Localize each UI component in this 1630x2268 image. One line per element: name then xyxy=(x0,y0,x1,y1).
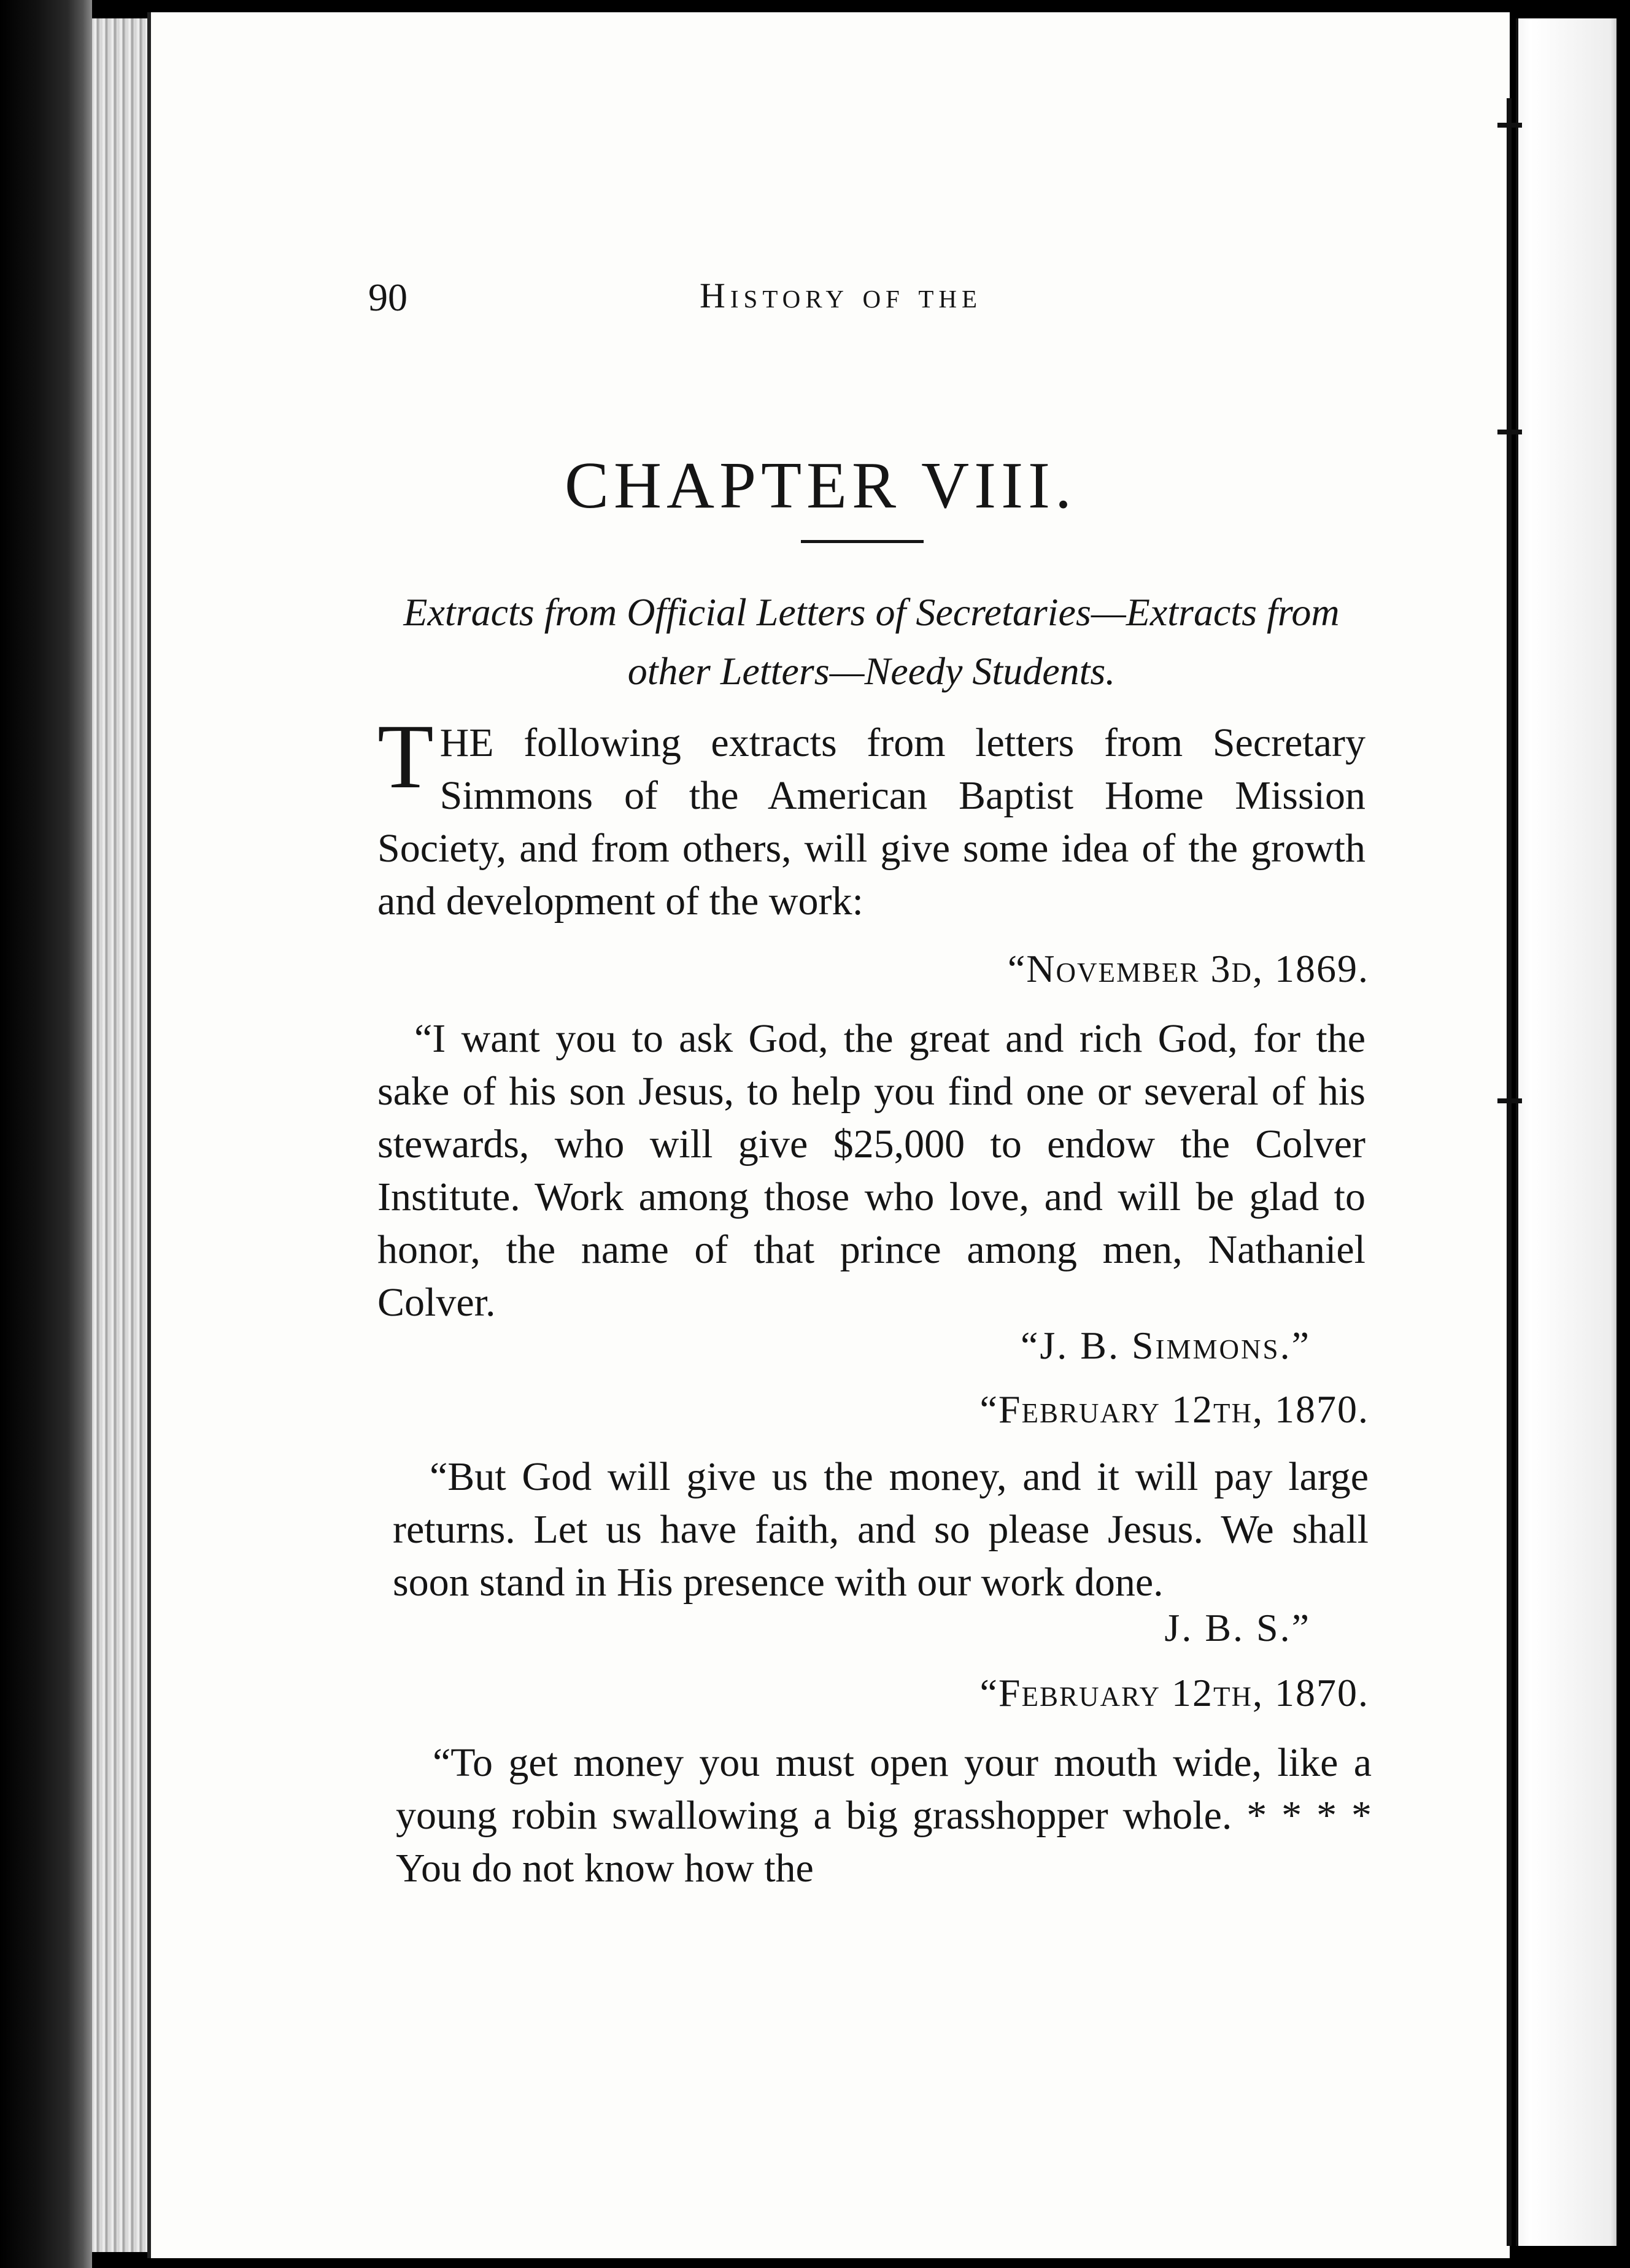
letter-date: “February 12th, 1870. xyxy=(979,1671,1369,1714)
letter-body: “To get money you must open your mouth wide, like a young robin swallowing a big grasshopper whole. * * * * You do not know how the xyxy=(396,1740,1372,1891)
letter-body: “I want you to ask God, the great and rich God, for the sake of his son Jesus, to help you find one or several of his stewards, who will give $25,000 to endow the Colver Institute. Work among those who love, and will be glad to honor, the name of that prince among men, Nathaniel Colver. xyxy=(377,1016,1365,1325)
running-head: History of the xyxy=(700,276,983,315)
intro-text: HE following extracts from letters from Secretary Simmons of the American Baptist Home Mission Society, and from others, will give some idea of the growth and development of the work: xyxy=(377,720,1365,924)
letter-signature: “J. B. Simmons.” xyxy=(1020,1324,1311,1367)
title-rule xyxy=(801,540,924,543)
intro-paragraph xyxy=(377,706,1365,928)
drop-cap: T xyxy=(377,706,434,808)
letter-signature: J. B. S.” xyxy=(1164,1606,1311,1649)
page-number: 90 xyxy=(368,276,408,319)
letter-date: “November 3d, 1869. xyxy=(1007,947,1369,990)
letter-date: “February 12th, 1870. xyxy=(979,1387,1369,1431)
letter-body: “But God will give us the money, and it will pay large returns. Let us have faith, and so please Jesus. We shall soon stand in His presence with our work done. xyxy=(393,1454,1369,1605)
chapter-title: CHAPTER VIII. xyxy=(565,449,1077,522)
chapter-subtitle: Extracts from Official Letters of Secretaries—Extracts from other Letters—Needy Students. xyxy=(403,590,1340,693)
